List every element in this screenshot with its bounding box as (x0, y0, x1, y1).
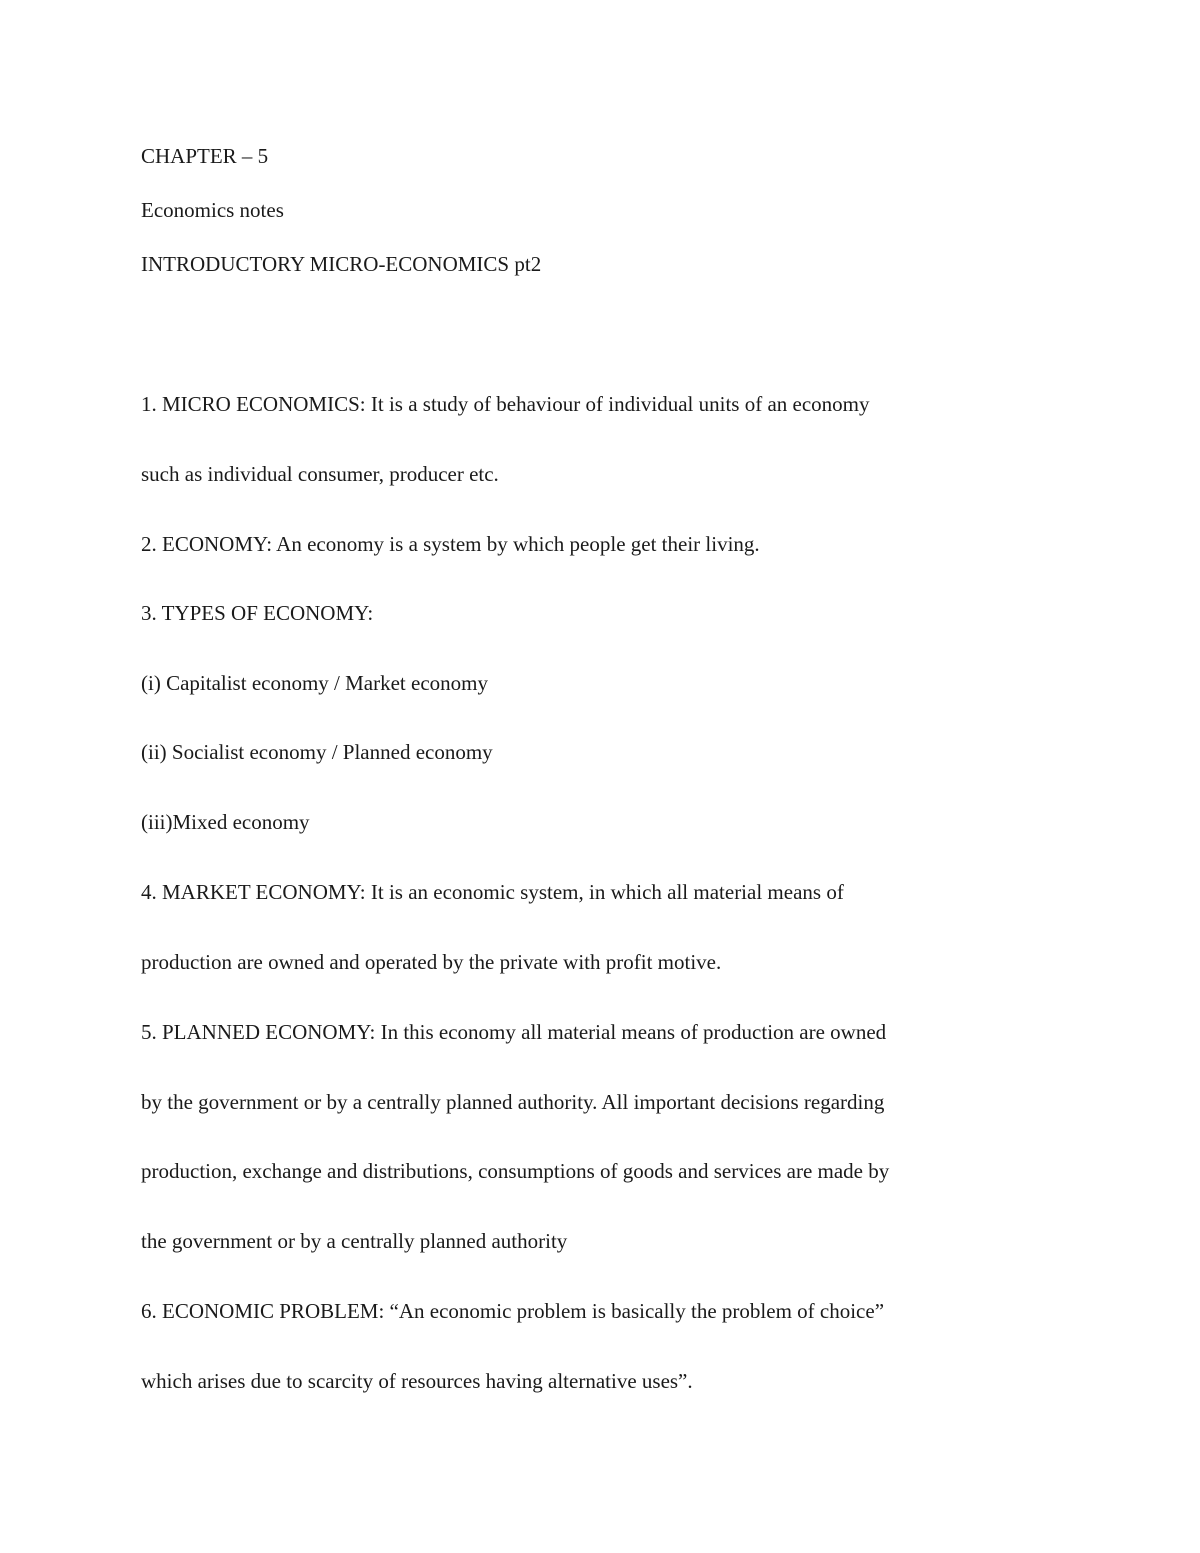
body-line: 2. ECONOMY: An economy is a system by which people get their living. (141, 532, 760, 556)
body-line: 1. MICRO ECONOMICS: It is a study of behaviour of individual units of an economy (141, 392, 870, 416)
chapter-heading: CHAPTER – 5 (141, 144, 269, 168)
subject-line: Economics notes (141, 198, 284, 222)
body-line: which arises due to scarcity of resources having alternative uses”. (141, 1369, 693, 1393)
body-line: 6. ECONOMIC PROBLEM: “An economic problem is basically the problem of choice” (141, 1299, 885, 1323)
body-line: 3. TYPES OF ECONOMY: (141, 601, 374, 625)
body-line: by the government or by a centrally planned authority. All important decisions regarding (141, 1090, 885, 1114)
body-line: the government or by a centrally planned authority (141, 1229, 568, 1253)
body-line: (ii) Socialist economy / Planned economy (141, 740, 493, 764)
body-line: production are owned and operated by the private with profit motive. (141, 950, 722, 974)
body-line: (i) Capitalist economy / Market economy (141, 671, 488, 695)
body-line: 5. PLANNED ECONOMY: In this economy all material means of production are owned (141, 1020, 887, 1044)
body-line: (iii)Mixed economy (141, 810, 310, 834)
body-line: such as individual consumer, producer etc. (141, 462, 499, 486)
document-title: INTRODUCTORY MICRO-ECONOMICS pt2 (141, 252, 542, 276)
body-line: production, exchange and distributions, consumptions of goods and services are made by (141, 1159, 890, 1183)
body-line: 4. MARKET ECONOMY: It is an economic system, in which all material means of (141, 880, 844, 904)
